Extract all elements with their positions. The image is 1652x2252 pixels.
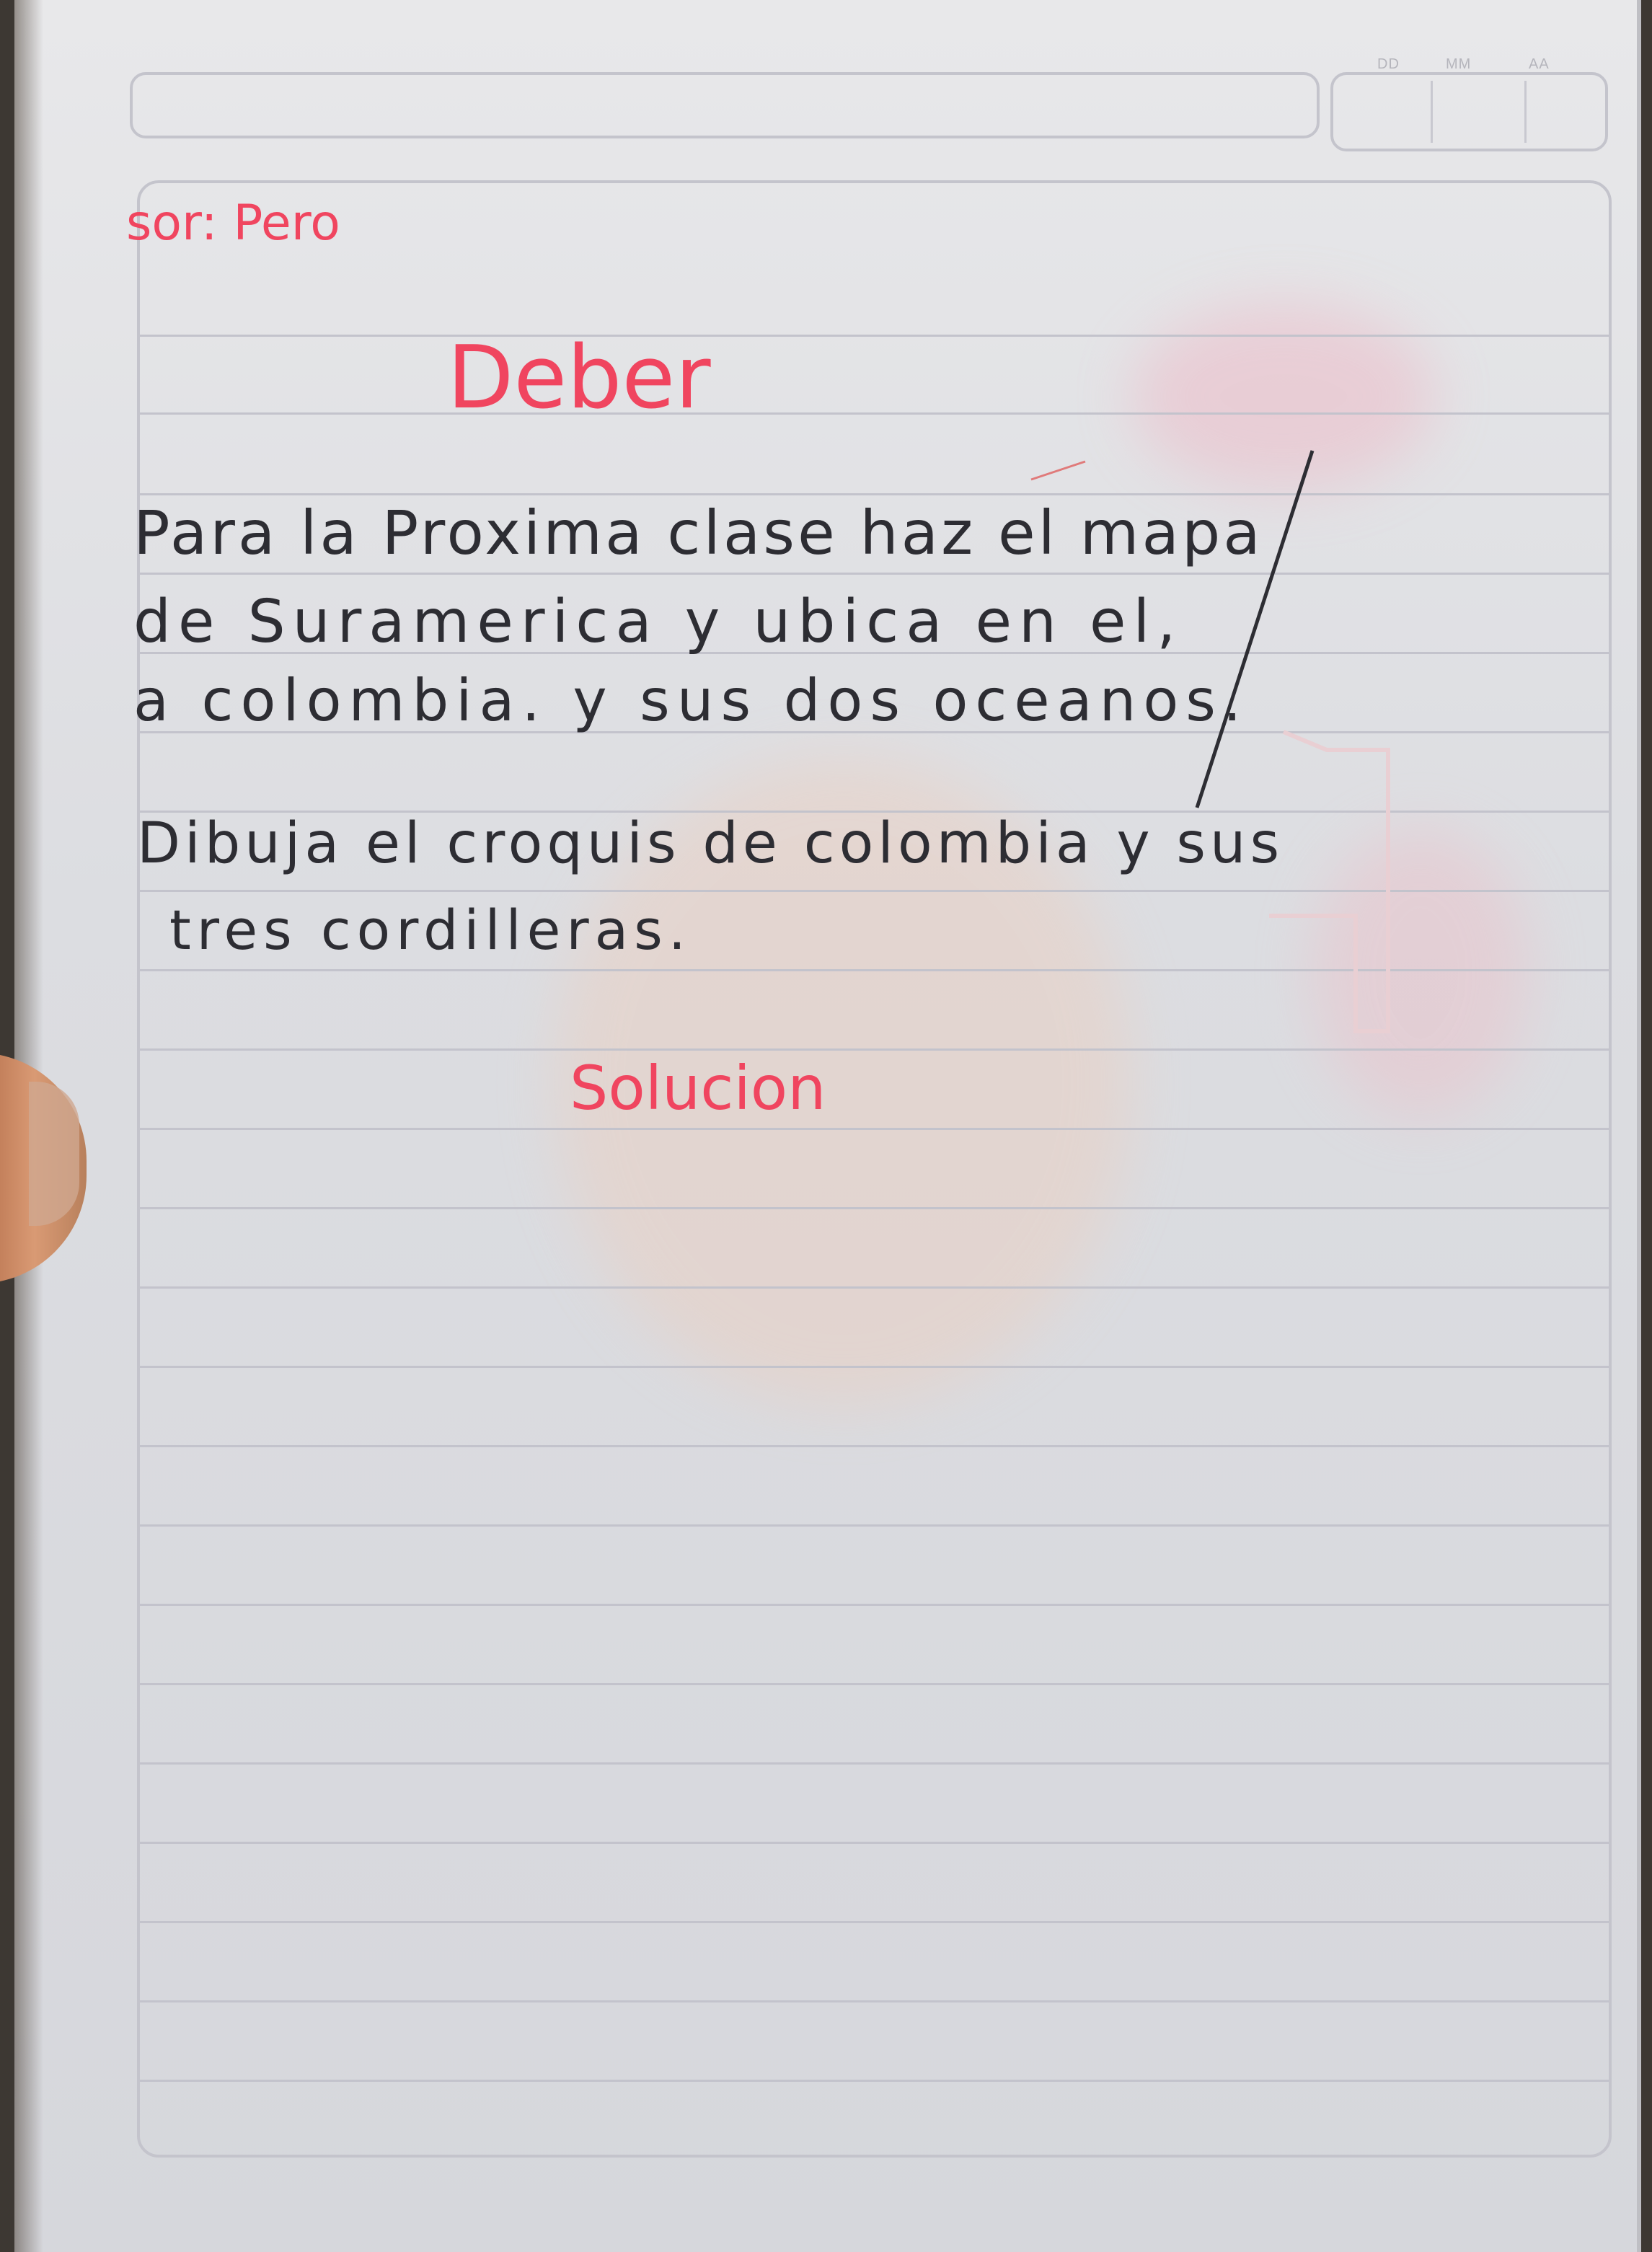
pencil-slash	[1031, 462, 1085, 480]
notebook-page	[14, 0, 1641, 2252]
bleed-arrow	[1269, 732, 1388, 1031]
note-line: Dibuja el croquis de colombia y sus	[137, 811, 1284, 876]
note-line: Para la Proxima clase haz el mapa	[133, 498, 1263, 568]
date-label-year: AA	[1529, 56, 1550, 72]
thumbnail	[29, 1082, 79, 1226]
note-line: de Suramerica y ubica en el,	[133, 588, 1183, 656]
pencil-strokes	[14, 0, 1637, 2252]
subject-label: sor: Pero	[126, 195, 340, 252]
date-label-month: MM	[1446, 56, 1472, 72]
solution-heading: Solucion	[570, 1053, 826, 1123]
pencil-slash	[1197, 451, 1312, 808]
note-line: a colombia. y sus dos oceanos.	[133, 667, 1249, 734]
note-title: Deber	[447, 328, 711, 428]
date-label-day: DD	[1377, 56, 1400, 72]
note-line: tres cordilleras.	[169, 898, 692, 962]
